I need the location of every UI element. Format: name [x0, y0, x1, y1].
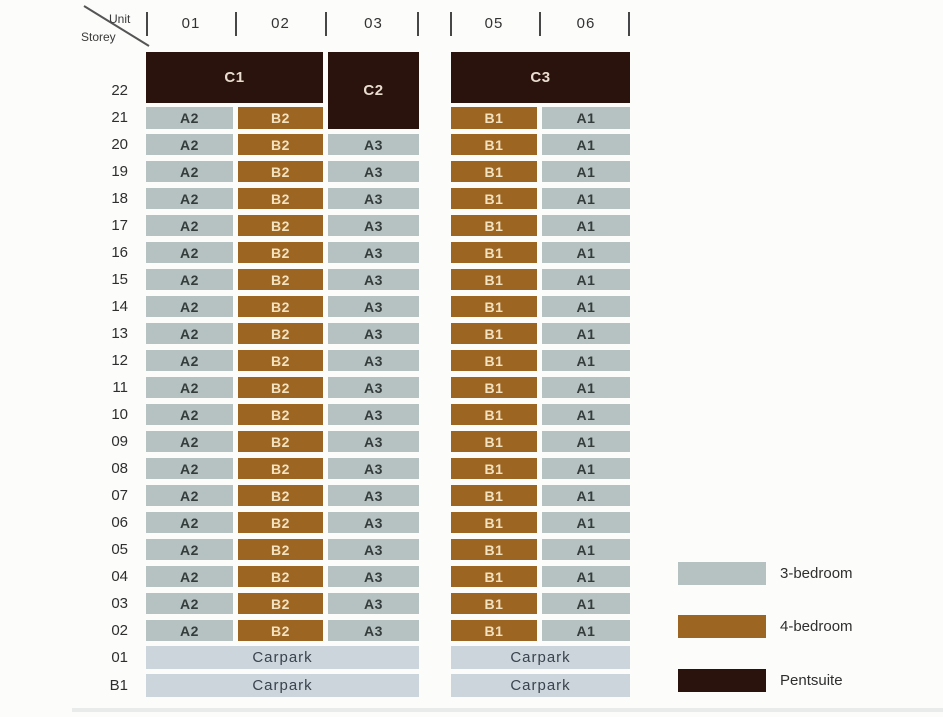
unit-cell: A3: [328, 566, 419, 587]
unit-cell: A3: [328, 296, 419, 317]
unit-cell: A1: [542, 431, 630, 452]
unit-cell: B2: [238, 242, 323, 263]
storey-label-08: 08: [111, 460, 128, 477]
unit-cell: B2: [238, 620, 323, 641]
unit-cell: A1: [542, 404, 630, 425]
unit-cell: B1: [451, 377, 537, 398]
carpark-cell: Carpark: [146, 646, 419, 669]
unit-cell: A3: [328, 512, 419, 533]
unit-cell: B2: [238, 539, 323, 560]
unit-cell: A3: [328, 188, 419, 209]
unit-cell: A2: [146, 485, 233, 506]
unit-cell: A2: [146, 620, 233, 641]
legend-swatch-3-bedroom: [678, 562, 766, 585]
unit-cell: B1: [451, 485, 537, 506]
axis-corner: [83, 4, 155, 50]
unit-cell: A2: [146, 512, 233, 533]
unit-cell: A1: [542, 377, 630, 398]
unit-cell: A2: [146, 242, 233, 263]
unit-cell: B2: [238, 377, 323, 398]
column-header-05: 05: [484, 15, 504, 32]
unit-cell: A1: [542, 539, 630, 560]
column-header-02: 02: [271, 15, 290, 32]
unit-cell: B2: [238, 215, 323, 236]
storey-label-16: 16: [111, 244, 128, 261]
unit-cell: B1: [451, 458, 537, 479]
unit-cell: B2: [238, 323, 323, 344]
unit-cell: A3: [328, 269, 419, 290]
storey-label-01: 01: [111, 649, 128, 666]
unit-cell: B1: [451, 323, 537, 344]
unit-cell-c2: C2: [328, 52, 419, 129]
unit-cell-c3: C3: [451, 52, 630, 103]
carpark-cell: Carpark: [146, 674, 419, 697]
unit-cell: A2: [146, 431, 233, 452]
unit-cell: A1: [542, 620, 630, 641]
storey-label-13: 13: [111, 325, 128, 342]
column-header-03: 03: [364, 15, 383, 32]
unit-cell: B2: [238, 296, 323, 317]
unit-cell: B2: [238, 566, 323, 587]
unit-cell: B2: [238, 134, 323, 155]
unit-cell: A3: [328, 215, 419, 236]
header-tick: [325, 12, 327, 36]
unit-cell: A2: [146, 539, 233, 560]
unit-cell: B1: [451, 296, 537, 317]
unit-cell: A1: [542, 134, 630, 155]
unit-cell: A3: [328, 539, 419, 560]
unit-cell: B1: [451, 566, 537, 587]
unit-cell: A3: [328, 377, 419, 398]
unit-cell: A1: [542, 215, 630, 236]
unit-cell: A3: [328, 485, 419, 506]
column-header-06: 06: [576, 15, 596, 32]
storey-label-15: 15: [111, 271, 128, 288]
unit-cell: B2: [238, 404, 323, 425]
unit-axis-label: Unit: [109, 12, 131, 26]
carpark-cell: Carpark: [451, 646, 630, 669]
unit-cell: A2: [146, 404, 233, 425]
legend-swatch-pentsuite: [678, 669, 766, 692]
unit-cell: A3: [328, 350, 419, 371]
storey-label-11: 11: [112, 379, 128, 396]
unit-cell: A1: [542, 485, 630, 506]
unit-cell: A1: [542, 566, 630, 587]
storey-label-09: 09: [111, 433, 128, 450]
storey-label-06: 06: [111, 514, 128, 531]
unit-cell: A3: [328, 620, 419, 641]
header-tick: [539, 12, 541, 36]
storey-label-02: 02: [111, 622, 128, 639]
storey-label-03: 03: [111, 595, 128, 612]
unit-cell: A2: [146, 566, 233, 587]
unit-cell: A1: [542, 188, 630, 209]
unit-cell: A2: [146, 377, 233, 398]
unit-cell: A1: [542, 512, 630, 533]
unit-cell: A1: [542, 593, 630, 614]
legend-label-pentsuite: Pentsuite: [780, 672, 843, 689]
unit-cell: B1: [451, 215, 537, 236]
unit-cell: A2: [146, 593, 233, 614]
unit-cell: B2: [238, 431, 323, 452]
unit-cell: B1: [451, 134, 537, 155]
unit-cell: B1: [451, 431, 537, 452]
storey-label-10: 10: [111, 406, 128, 423]
bottom-edge-shadow: [72, 708, 943, 712]
unit-cell: B1: [451, 242, 537, 263]
unit-cell: A3: [328, 161, 419, 182]
storey-label-04: 04: [111, 568, 128, 585]
unit-cell: A2: [146, 188, 233, 209]
unit-cell: A3: [328, 242, 419, 263]
unit-cell: A2: [146, 350, 233, 371]
unit-cell: A2: [146, 323, 233, 344]
header-tick: [628, 12, 630, 36]
unit-cell: B2: [238, 107, 323, 129]
storey-label-17: 17: [111, 217, 128, 234]
header-tick: [417, 12, 419, 36]
unit-cell: A1: [542, 242, 630, 263]
unit-cell: B2: [238, 269, 323, 290]
unit-cell: A1: [542, 161, 630, 182]
storey-label-20: 20: [111, 136, 128, 153]
unit-cell: B1: [451, 620, 537, 641]
unit-cell: B2: [238, 188, 323, 209]
unit-cell: A3: [328, 431, 419, 452]
storey-label-14: 14: [111, 298, 128, 315]
unit-cell: A1: [542, 350, 630, 371]
unit-cell: B2: [238, 458, 323, 479]
unit-cell: A3: [328, 593, 419, 614]
unit-cell: A3: [328, 458, 419, 479]
unit-cell: B1: [451, 269, 537, 290]
storey-label-B1: B1: [109, 677, 128, 694]
unit-cell: A2: [146, 296, 233, 317]
unit-cell: B1: [451, 404, 537, 425]
unit-cell: B1: [451, 161, 537, 182]
unit-cell: B2: [238, 161, 323, 182]
storey-label-19: 19: [111, 163, 128, 180]
unit-cell: B1: [451, 512, 537, 533]
unit-cell: A1: [542, 458, 630, 479]
unit-cell: A1: [542, 323, 630, 344]
unit-cell: A2: [146, 161, 233, 182]
unit-cell: B2: [238, 350, 323, 371]
legend-label-3-bedroom: 3-bedroom: [780, 565, 853, 582]
legend-swatch-4-bedroom: [678, 615, 766, 638]
storey-label-07: 07: [111, 487, 128, 504]
storey-label-18: 18: [111, 190, 128, 207]
unit-cell: A3: [328, 323, 419, 344]
header-tick: [235, 12, 237, 36]
unit-cell: B1: [451, 188, 537, 209]
unit-cell: B1: [451, 107, 537, 129]
unit-cell: B2: [238, 512, 323, 533]
legend-label-4-bedroom: 4-bedroom: [780, 618, 853, 635]
storey-label-05: 05: [111, 541, 128, 558]
unit-cell: A1: [542, 107, 630, 129]
unit-cell: A2: [146, 269, 233, 290]
unit-cell: A1: [542, 296, 630, 317]
storey-label-12: 12: [111, 352, 128, 369]
storey-label-22: 22: [111, 82, 128, 99]
unit-cell: B2: [238, 593, 323, 614]
unit-cell: B1: [451, 593, 537, 614]
storey-label-21: 21: [111, 109, 128, 126]
unit-cell: A2: [146, 215, 233, 236]
unit-cell: A2: [146, 107, 233, 129]
storey-axis-label: Storey: [81, 30, 116, 44]
unit-cell: A3: [328, 404, 419, 425]
unit-cell: A1: [542, 269, 630, 290]
unit-cell: B1: [451, 539, 537, 560]
unit-cell: B2: [238, 485, 323, 506]
unit-cell: A2: [146, 458, 233, 479]
carpark-cell: Carpark: [451, 674, 630, 697]
unit-cell: A3: [328, 134, 419, 155]
unit-cell: A2: [146, 134, 233, 155]
unit-cell: B1: [451, 350, 537, 371]
unit-cell-c1: C1: [146, 52, 323, 103]
column-header-01: 01: [181, 15, 201, 32]
